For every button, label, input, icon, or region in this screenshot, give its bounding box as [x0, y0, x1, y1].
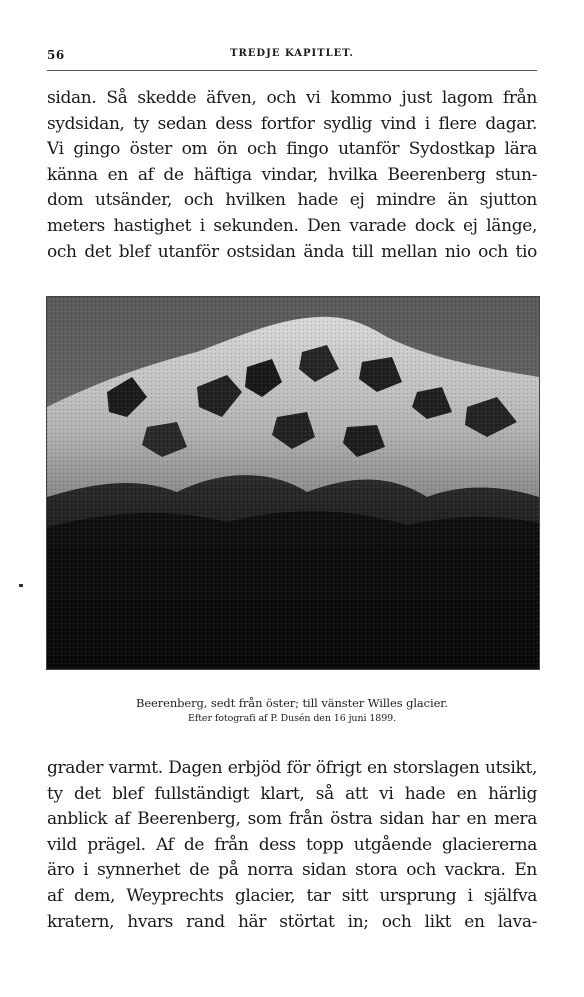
text-line: sydsidan, ty sedan dess fortfor sydlig vind i flere dagar.	[47, 113, 537, 134]
text-line: anblick af Beerenberg, som från östra sidan har en mera	[47, 809, 537, 830]
running-head: TREDJE KAPITLET.	[230, 48, 354, 59]
paragraph-bottom	[47, 756, 537, 935]
figure-caption: Beerenberg, sedt från öster; till vänster Willes glacier.	[136, 696, 448, 710]
text-line: meters hastighet i sekunden. Den varade dock ej länge,	[47, 215, 537, 236]
text-line: grader varmt. Dagen erbjöd för öfrigt en storslagen utsikt,	[47, 758, 537, 778]
text-line: och det blef utanför ostsidan ända till mellan nio och tio	[47, 241, 537, 262]
text-line: af dem, Weyprechts glacier, tar sitt ursprung i själfva	[47, 885, 537, 906]
paragraph-top	[47, 86, 537, 265]
text-line: kratern, hvars rand här störtat in; och likt en lava-	[47, 911, 537, 932]
page-header	[47, 48, 537, 68]
mountain-photograph	[46, 296, 540, 670]
text-line: dom utsänder, och hvilken hade ej mindre än sjutton	[47, 190, 537, 211]
text-line: sidan. Så skedde äfven, och vi kommo just lagom från	[47, 88, 537, 108]
text-line: vild prägel. Af de från dess topp utgående glaciererna	[47, 834, 537, 855]
text-line: känna en af de häftiga vindar, hvilka Beerenberg stun-	[47, 164, 537, 185]
text-line: Vi gingo öster om ön och fingo utanför Sydostkap lära	[47, 139, 537, 160]
header-rule	[47, 70, 537, 71]
text-line: äro i synnerhet de på norra sidan stora och vackra. En	[47, 860, 537, 881]
text-line: ty det blef fullständigt klart, så att vi hade en härlig	[47, 783, 537, 804]
margin-mark	[19, 584, 23, 587]
beerenberg-photo-illustration	[47, 297, 539, 669]
figure-credit: Efter fotografi af P. Dusén den 16 juni 1899.	[187, 713, 397, 724]
page-number: 56	[47, 48, 65, 62]
